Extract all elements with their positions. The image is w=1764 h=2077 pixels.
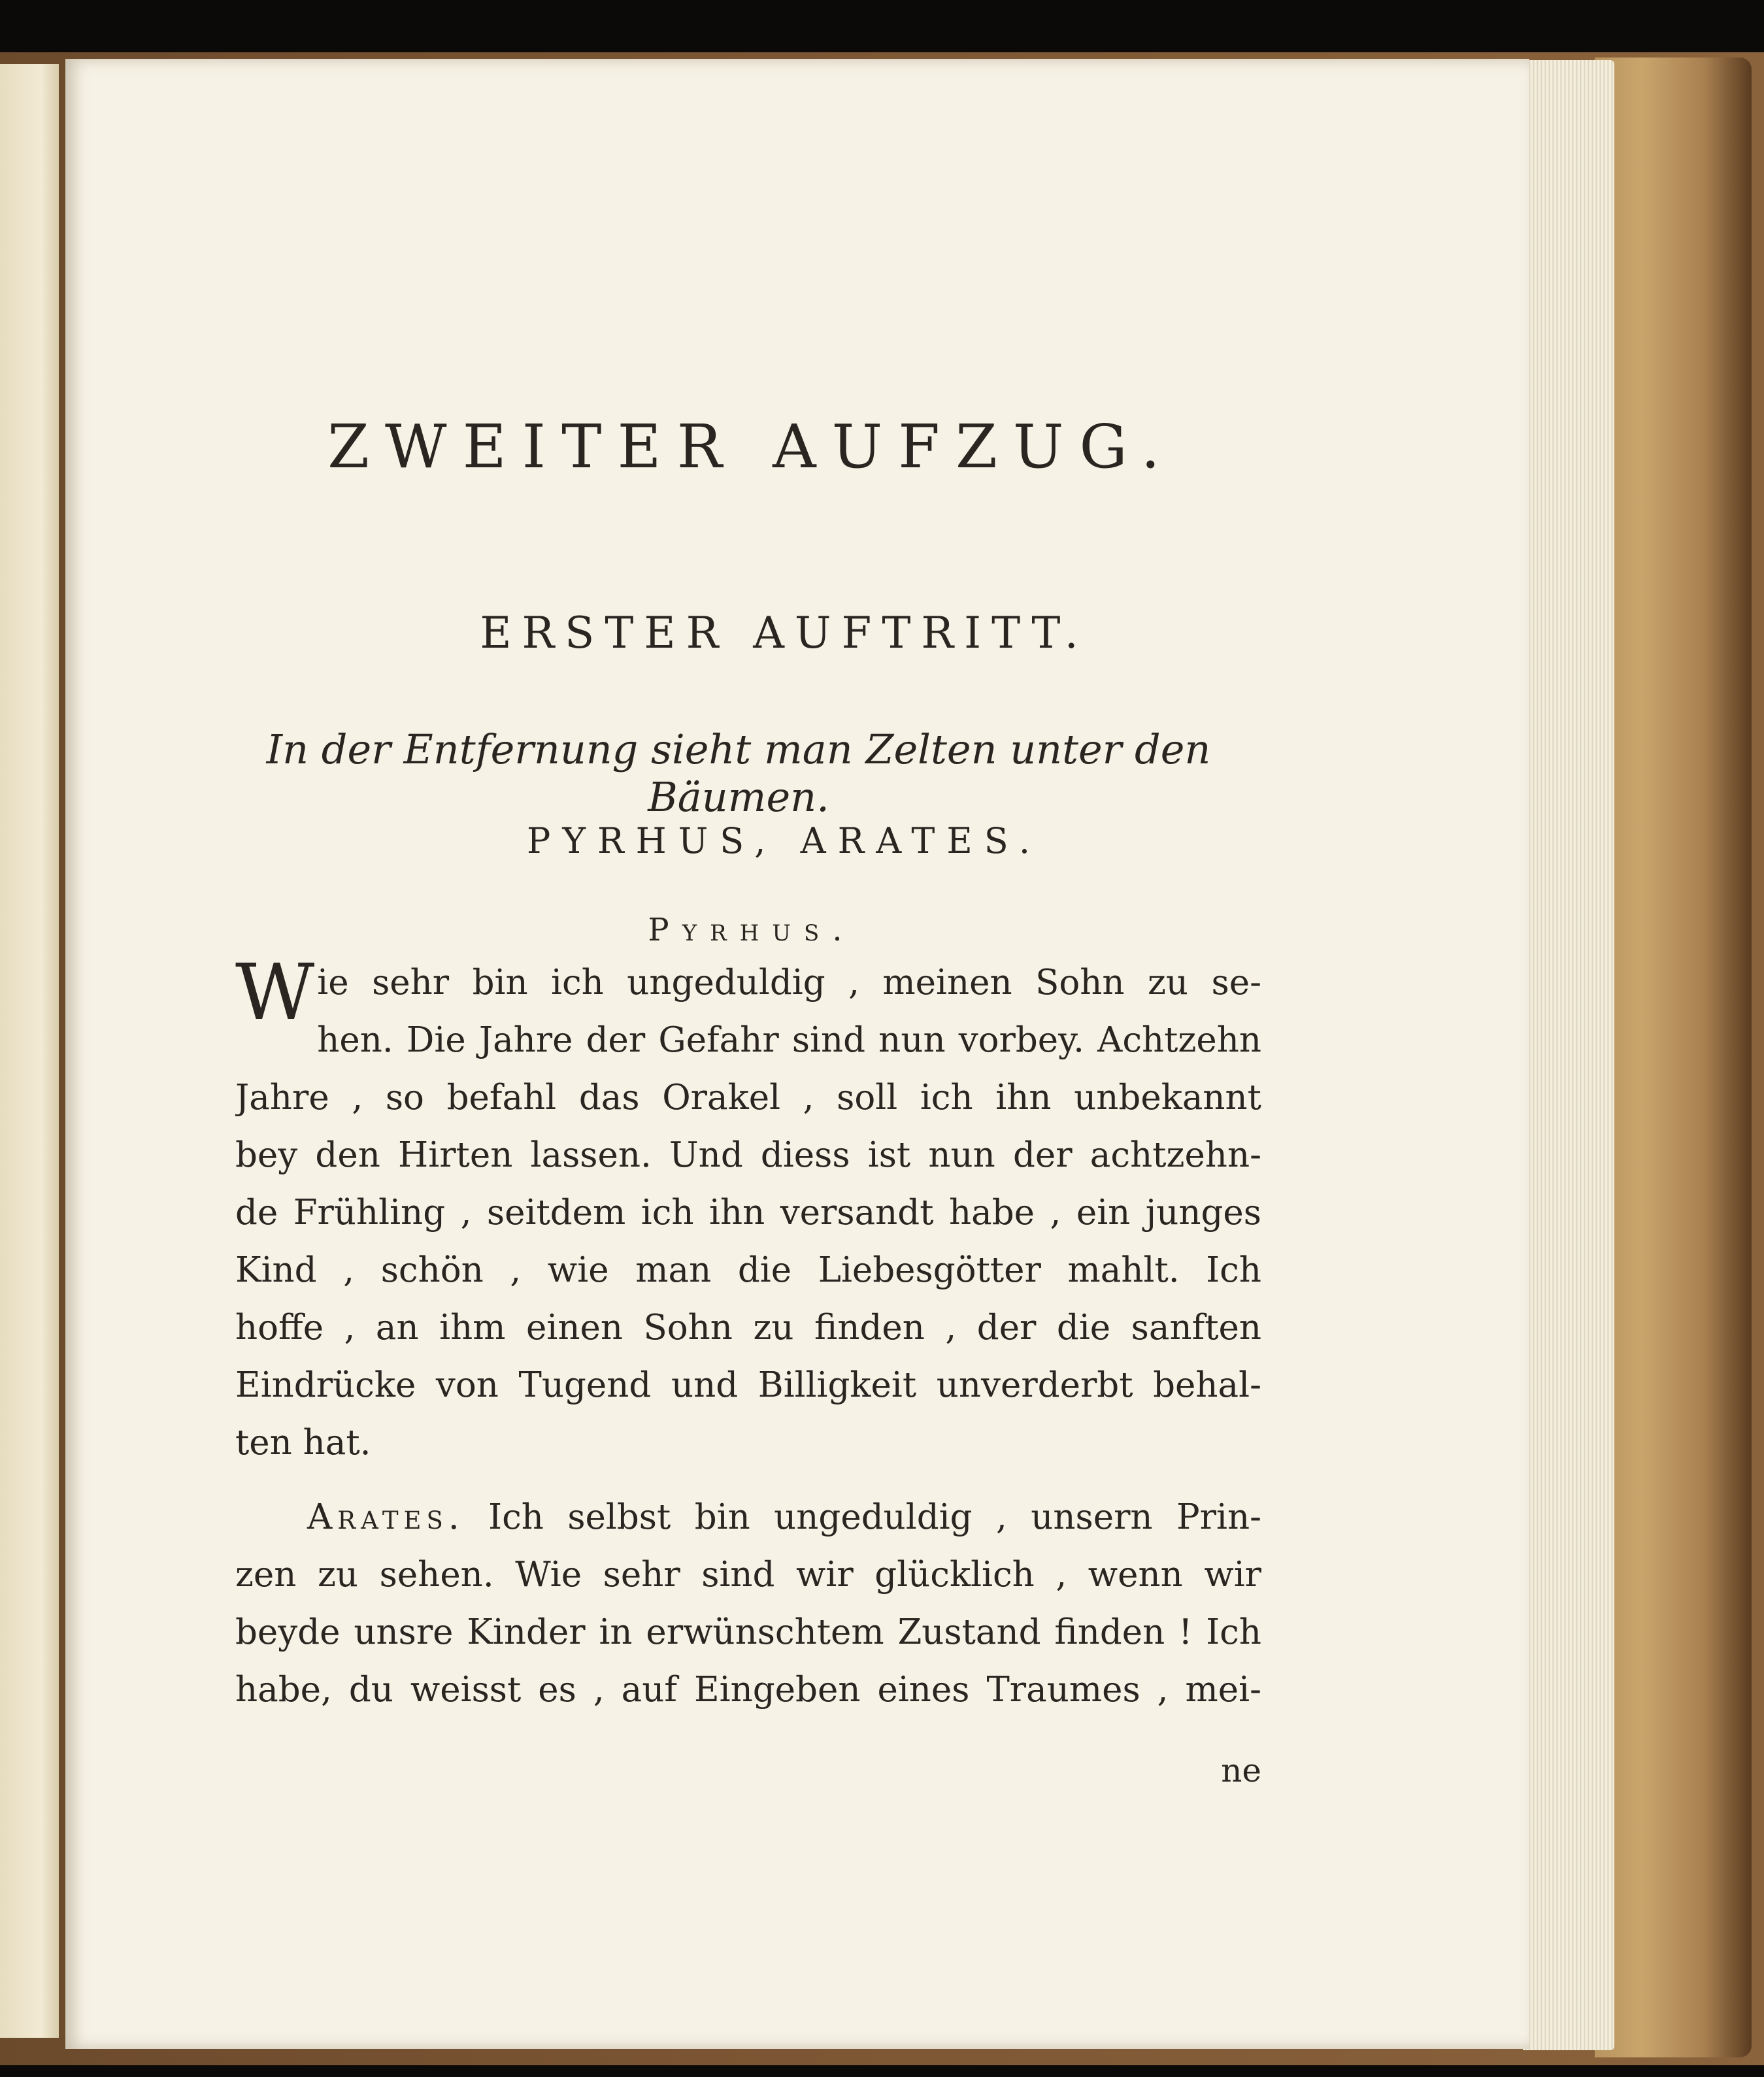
text-line: ten hat.: [235, 1423, 371, 1463]
drop-cap: W: [235, 947, 315, 1037]
text-line-content: Ich selbst bin ungeduldig , unsern Prin-: [488, 1497, 1261, 1537]
left-page-edge: [0, 64, 59, 2038]
text-line: zen zu sehen. Wie sehr sind wir glücklich , wenn wir: [235, 1555, 1261, 1595]
speaker-name: Pyrhus.: [648, 912, 856, 948]
text-line: hoffe , an ihm einen Sohn zu finden , der die sanften: [235, 1308, 1261, 1348]
act-heading: ZWEITER AUFZUG.: [327, 412, 1176, 482]
text-line: habe, du weisst es , auf Eingeben eines Traumes , mei-: [235, 1670, 1261, 1710]
text-line: bey den Hirten lassen. Und diess ist nun der achtzehn-: [235, 1135, 1261, 1175]
speech-paragraph: [235, 947, 1261, 1472]
text-line: [235, 1489, 1261, 1546]
stage-direction: In der Entfernung sieht man Zelten unter den Bäumen.: [266, 725, 1211, 821]
text-line: Kind , schön , wie man die Liebesgötter mahlt. Ich: [235, 1250, 1261, 1290]
text-line: Eindrücke von Tugend und Billigkeit unverderbt behal-: [235, 1365, 1261, 1405]
text-line: hen. Die Jahre der Gefahr sind nun vorbey. Achtzehn: [317, 1020, 1261, 1060]
text-line: ie sehr bin ich ungeduldig , meinen Sohn zu se-: [317, 963, 1261, 1003]
scene-heading: ERSTER AUFTRITT.: [480, 608, 1089, 658]
speaker-name: Arates.: [307, 1497, 465, 1537]
text-line: Jahre , so befahl das Orakel , soll ich ihn unbekannt: [235, 1078, 1261, 1118]
character-list: PYRHUS, ARATES.: [526, 820, 1042, 861]
catchword: ne: [1221, 1752, 1261, 1789]
book-page: [65, 59, 1529, 2049]
text-line: beyde unsre Kinder in erwünschtem Zustand finden ! Ich: [235, 1612, 1261, 1652]
cover-edge: [1595, 58, 1752, 2057]
text-line: de Frühling , seitdem ich ihn versandt habe , ein junges: [235, 1193, 1261, 1233]
page-stack-edge: [1523, 60, 1614, 2050]
speech-paragraph: [235, 1489, 1261, 1719]
